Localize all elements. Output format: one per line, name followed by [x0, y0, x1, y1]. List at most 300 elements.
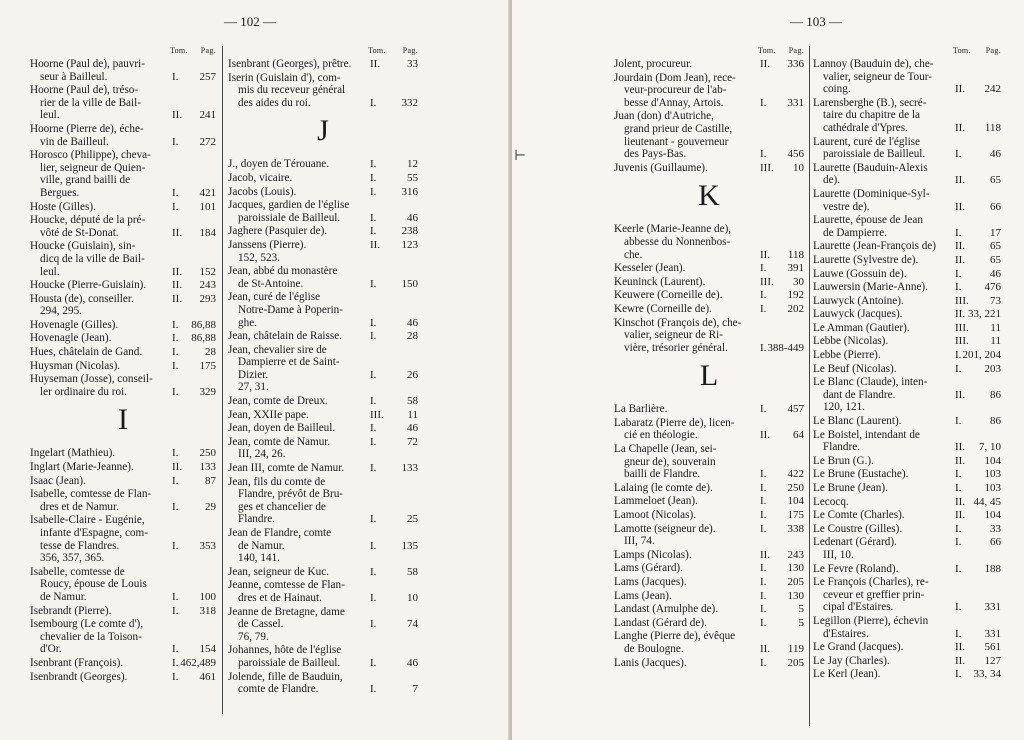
index-entry: [228, 476, 418, 526]
page-reference: 123: [401, 238, 418, 251]
entry-name: Laurent, curé de l'église: [813, 135, 921, 148]
entry-name: Jean III, comte de Namur.: [228, 462, 345, 475]
volume-number: I.: [370, 656, 377, 669]
volume-number: I.: [370, 395, 377, 408]
page-reference: 58: [407, 395, 418, 408]
page-reference: 203: [984, 362, 1001, 375]
page-reference: 130: [787, 562, 804, 575]
volume-number: I.: [370, 185, 377, 198]
volume-number: I.: [370, 158, 377, 171]
pag-header: Pag.: [788, 46, 804, 55]
page-reference: 184: [199, 226, 216, 239]
page-reference: 422: [787, 468, 804, 481]
page-reference: 133: [401, 462, 418, 475]
entry-name: Lams (Jacques).: [614, 576, 687, 588]
entry-line: ghe.: [238, 316, 257, 329]
volume-number: I.: [370, 171, 377, 184]
page-reference: 64: [793, 429, 804, 442]
entry-name: La Chapelle (Jean, sei-: [614, 443, 717, 456]
index-entry: [30, 475, 216, 488]
entry-name: Le Blanc (Claude), inten-: [813, 376, 928, 389]
index-entry: [228, 527, 418, 565]
volume-number: II.: [955, 240, 966, 253]
index-entry: [614, 590, 804, 603]
index-entry: [813, 97, 1001, 135]
index-entry: [30, 84, 216, 122]
index-entry: [813, 415, 1001, 428]
volume-number: II.: [760, 429, 771, 442]
entry-name: Le Brune (Eustache).: [813, 468, 909, 481]
entry-name: La Barlière.: [614, 403, 668, 416]
entry-name: Le Amman (Gautier).: [813, 321, 910, 334]
section-letter: L: [699, 359, 719, 393]
volume-number: I.: [760, 495, 767, 508]
entry-name: Juvenis (Guillaume).: [614, 161, 708, 174]
entry-line: ceveur et greffier prin-: [823, 588, 925, 601]
entry-name: Lamps (Nicolas).: [614, 548, 692, 561]
index-entry: [813, 295, 1001, 308]
entry-name: Inglart (Marie-Jeanne).: [30, 461, 134, 474]
entry-name: Laurette (Sylvestre de).: [813, 253, 919, 266]
margin-mark: ⊢: [514, 149, 527, 164]
volume-number: I.: [172, 318, 179, 331]
entry-name: Jaghere (Pasquier de).: [228, 225, 328, 238]
volume-number: II.: [955, 641, 966, 654]
entry-name: Hovenagle (Jean).: [30, 332, 112, 345]
entry-name: Isenbrant (Georges), prêtre.: [228, 58, 352, 70]
left-page: [0, 0, 510, 740]
entry-line: dicq de la ville de Bail-: [40, 252, 145, 265]
entry-line: abbesse du Nonnenbos-: [624, 235, 731, 248]
page-reference: 55: [407, 171, 418, 184]
volume-number: I.: [370, 513, 377, 526]
entry-line: paroissiale de Bailleul.: [238, 656, 341, 669]
entry-line: Bergues.: [40, 186, 80, 199]
page-reference: 7, 10: [979, 441, 1001, 454]
entry-name: Isaac (Jean).: [30, 474, 86, 487]
entry-name: Kinschot (François de), che-: [614, 316, 742, 329]
entry-name: Juan (don) d'Autriche,: [614, 110, 714, 123]
entry-line: III, 24, 26.: [238, 448, 286, 461]
index-entry: [614, 443, 804, 481]
entry-name: Lauwyck (Jacques).: [813, 308, 903, 321]
entry-line: chevalier de la Toison-: [40, 630, 142, 643]
volume-number: I.: [172, 670, 179, 683]
page-reference: 243: [787, 548, 804, 561]
volume-number: I.: [760, 509, 767, 522]
page-reference: 17: [990, 226, 1001, 239]
entry-name: Keuwere (Corneille de).: [614, 289, 723, 302]
entry-name: Jourdain (Dom Jean), rece-: [614, 71, 736, 84]
index-entry: [30, 461, 216, 474]
volume-number: II.: [955, 83, 966, 96]
entry-name: Hues, châtelain de Gand.: [30, 346, 143, 359]
page-reference: 58: [407, 565, 418, 578]
page-reference: 202: [787, 302, 804, 315]
page-reference: 46: [407, 316, 418, 329]
page-reference: 103: [984, 468, 1001, 481]
entry-name: Kesseler (Jean).: [614, 262, 686, 275]
section-letter: K: [698, 179, 720, 213]
index-entry: [30, 657, 216, 670]
page-reference: 26: [407, 368, 418, 381]
entry-name: Iserin (Guislain d'), com-: [228, 71, 341, 84]
page-reference: 86,88: [191, 318, 216, 331]
right-page: [512, 0, 1024, 740]
entry-line: 27, 31.: [238, 381, 269, 394]
volume-number: I.: [172, 604, 179, 617]
index-entry: [614, 223, 804, 261]
page-reference: 336: [787, 58, 804, 70]
entry-line: valier, seigneur de Ri-: [624, 329, 723, 342]
volume-number: I.: [955, 362, 962, 375]
page-reference: 11: [990, 335, 1001, 348]
page-reference: 175: [199, 359, 216, 372]
volume-number: II.: [955, 509, 966, 522]
entry-name: Landast (Arnulphe de).: [614, 603, 719, 616]
page-reference: 11: [407, 408, 418, 421]
page-reference: 5: [798, 616, 804, 629]
page-reference: 250: [199, 447, 216, 460]
index-entry: [813, 615, 1001, 640]
volume-number: I.: [760, 562, 767, 575]
entry-line: vière, trésorier général.: [624, 341, 728, 354]
entry-name: Lamoot (Nicolas).: [614, 509, 697, 522]
tom-header: Tom.: [368, 46, 386, 55]
page-reference: 44, 45: [973, 495, 1001, 508]
index-entry: [30, 201, 216, 214]
index-entry: [30, 360, 216, 373]
index-entry: [30, 566, 216, 604]
entry-name: Larensberghe (B.), secré-: [813, 96, 927, 109]
entry-name: Le Kerl (Jean).: [813, 668, 881, 681]
volume-number: III.: [760, 161, 774, 174]
volume-number: I.: [955, 281, 962, 294]
entry-name: Lauwe (Gossuin de).: [813, 267, 907, 280]
index-entry: [813, 482, 1001, 495]
entry-name: Isenbrant (François).: [30, 656, 124, 669]
entry-line: des Pays-Bas.: [624, 148, 687, 161]
index-column-2: [228, 44, 418, 697]
index-entry: [614, 657, 804, 670]
volume-number: II.: [760, 58, 771, 70]
volume-number: I.: [370, 683, 377, 696]
index-entry: [614, 72, 804, 110]
index-entry: [813, 509, 1001, 522]
page-reference: 316: [401, 185, 418, 198]
entry-name: Janssens (Pierre).: [228, 238, 307, 251]
volume-number: I.: [955, 349, 962, 362]
page-reference: 461: [199, 670, 216, 683]
volume-number: I.: [172, 500, 179, 513]
volume-number: I.: [760, 262, 767, 275]
index-entry: [30, 618, 216, 656]
entry-line: paroissiale de Bailleul.: [238, 211, 341, 224]
entry-name: Jacobs (Louis).: [228, 185, 297, 198]
page-reference: 33: [407, 58, 418, 70]
entry-name: Le Fevre (Roland).: [813, 562, 899, 575]
entry-name: Huyseman (Josse), conseil-: [30, 373, 153, 386]
page-reference: 104: [787, 495, 804, 508]
page-reference: 28: [407, 330, 418, 343]
page-reference: 130: [787, 589, 804, 602]
page-reference: 257: [199, 70, 216, 83]
volume-number: I.: [370, 462, 377, 475]
entry-name: Isenbrandt (Georges).: [30, 670, 128, 683]
entry-line: de Boulogne.: [624, 642, 684, 655]
entry-line: ges et chancelier de: [238, 500, 326, 513]
index-entry: [614, 562, 804, 575]
entry-name: Le Brune (Jean).: [813, 482, 888, 494]
index-entry: [228, 579, 418, 604]
entry-name: Laurette (Dominique-Syl-: [813, 187, 930, 200]
entry-name: Jean, fils du comte de: [228, 475, 326, 488]
volume-number: I.: [760, 468, 767, 481]
index-column-4: [813, 44, 1001, 682]
index-entry: [30, 605, 216, 618]
volume-number: II.: [955, 253, 966, 266]
entry-line: seur à Bailleul.: [40, 70, 108, 83]
page-reference: 457: [787, 403, 804, 416]
volume-number: I.: [370, 330, 377, 343]
entry-line: leul.: [40, 109, 60, 122]
volume-number: II.: [172, 279, 183, 292]
volume-number: I.: [370, 539, 377, 552]
entry-name: Lecocq.: [813, 495, 849, 508]
tom-header: Tom.: [170, 46, 188, 55]
page-reference: 65: [990, 240, 1001, 253]
page-reference: 28: [205, 346, 216, 359]
entry-name: Jeanne de Bretagne, dame: [228, 605, 345, 618]
page-reference: 175: [787, 509, 804, 522]
entry-name: Isembourg (Le comte d'),: [30, 618, 144, 631]
entry-name: Lams (Jean).: [614, 589, 672, 602]
volume-number: I.: [760, 302, 767, 315]
entry-name: Isabelle-Claire - Eugénie,: [30, 514, 145, 527]
volume-number: I.: [760, 656, 767, 669]
entry-name: Lebbe (Pierre).: [813, 349, 881, 362]
volume-number: II.: [172, 265, 183, 278]
entry-name: Hovenagle (Gilles).: [30, 318, 119, 331]
column-divider: [809, 46, 810, 726]
entry-line: valier, seigneur de Tour-: [823, 70, 932, 83]
index-entry: [30, 293, 216, 318]
volume-number: I.: [955, 536, 962, 549]
page-reference: 86: [990, 388, 1001, 401]
entry-name: Isabelle, comtesse de Flan-: [30, 488, 152, 501]
index-entry: [228, 265, 418, 290]
page-reference: 33, 34: [973, 668, 1001, 681]
entry-name: Le François (Charles), re-: [813, 576, 929, 589]
volume-number: I.: [370, 435, 377, 448]
page-reference: 11: [990, 321, 1001, 334]
entry-name: Le Coustre (Gilles).: [813, 522, 903, 535]
entry-name: Housta (de), conseiller.: [30, 292, 134, 305]
entry-name: Jean, abbé du monastère: [228, 265, 338, 278]
entry-line: Roucy, épouse de Louis: [40, 578, 147, 591]
page-reference: 104: [984, 454, 1001, 467]
page-reference: 101: [199, 200, 216, 213]
volume-number: II.: [955, 121, 966, 134]
entry-line: de St-Antoine.: [238, 277, 304, 290]
page-reference: 86,88: [191, 332, 216, 345]
entry-line: vin de Bailleul.: [40, 135, 109, 148]
entry-line: vestre de).: [823, 200, 870, 213]
entry-name: Lauwersin (Marie-Anne).: [813, 281, 928, 294]
page-reference: 10: [793, 161, 804, 174]
index-entry: [614, 495, 804, 508]
volume-number: I.: [955, 627, 962, 640]
page-reference: 127: [984, 654, 1001, 667]
index-entry: [228, 58, 418, 71]
entry-line: de Namur.: [40, 590, 87, 603]
page-reference: 242: [984, 83, 1001, 96]
entry-name: Isabelle, comtesse de: [30, 565, 125, 578]
volume-number: II.: [370, 238, 381, 251]
entry-name: Houcke, député de la pré-: [30, 214, 146, 227]
index-entry: [614, 630, 804, 655]
index-entry: [228, 199, 418, 224]
volume-number: II.: [172, 226, 183, 239]
entry-name: Horosco (Philippe), cheva-: [30, 149, 151, 162]
volume-number: I.: [955, 148, 962, 161]
entry-line: comte de Flandre.: [238, 683, 319, 696]
entry-line: bailli de Flandre.: [624, 468, 701, 481]
index-entry: [614, 523, 804, 548]
volume-number: II.: [955, 174, 966, 187]
index-entry: [813, 655, 1001, 668]
index-entry: [30, 671, 216, 684]
index-entry: [614, 303, 804, 316]
entry-name: Legillon (Pierre), échevin: [813, 614, 929, 627]
volume-number: I.: [760, 341, 767, 354]
entry-line: cié en théologie.: [624, 429, 698, 442]
index-entry: [813, 349, 1001, 362]
index-entry: [813, 136, 1001, 161]
index-entry: [228, 671, 418, 696]
volume-number: I.: [172, 539, 179, 552]
volume-number: I.: [760, 403, 767, 416]
index-entry: [228, 644, 418, 669]
entry-line: de Cassel.: [238, 618, 284, 631]
entry-name: Lams (Gérard).: [614, 562, 683, 575]
page-reference: 192: [787, 289, 804, 302]
volume-number: I.: [172, 474, 179, 487]
entry-line: paroissiale de Bailleul.: [823, 148, 926, 161]
volume-number: III.: [955, 294, 969, 307]
entry-name: Laurette, épouse de Jean: [813, 214, 923, 227]
index-entry: [228, 436, 418, 461]
tom-header: Tom.: [953, 46, 971, 55]
page-reference: 103: [984, 482, 1001, 494]
entry-name: Lammeloet (Jean).: [614, 495, 698, 508]
index-entry: [30, 123, 216, 148]
volume-number: I.: [370, 277, 377, 290]
entry-name: Landast (Gérard de).: [614, 616, 707, 629]
page-reference: 65: [990, 253, 1001, 266]
index-entry: [813, 641, 1001, 654]
entry-name: Jean, seigneur de Kuc.: [228, 565, 329, 578]
volume-number: I.: [760, 148, 767, 161]
entry-name: Jean, XXIIe pape.: [228, 408, 309, 421]
entry-line: vôté de St-Donat.: [40, 226, 119, 239]
index-entry: [30, 373, 216, 398]
entry-name: Huysman (Nicolas).: [30, 359, 121, 372]
volume-number: I.: [955, 562, 962, 575]
volume-number: I.: [172, 332, 179, 345]
entry-name: Lannoy (Bauduin de), che-: [813, 58, 934, 70]
volume-number: II.: [172, 461, 183, 474]
index-entry: [614, 509, 804, 522]
entry-line: de Namur.: [238, 539, 285, 552]
entry-line: besse d'Annay, Artois.: [624, 96, 724, 109]
volume-number: III.: [955, 321, 969, 334]
page-reference: 87: [205, 474, 216, 487]
entry-name: Jolende, fille de Bauduin,: [228, 670, 343, 683]
index-entry: [813, 188, 1001, 213]
page-reference: 46: [407, 656, 418, 669]
index-entry: [614, 617, 804, 630]
volume-number: I.: [172, 346, 179, 359]
entry-line: de).: [823, 174, 841, 187]
volume-number: I.: [172, 590, 179, 603]
index-entry: [614, 262, 804, 275]
volume-number: III.: [955, 335, 969, 348]
entry-name: Lalaing (le comte de).: [614, 481, 713, 494]
entry-line: lieutenant - gouverneur: [624, 135, 729, 148]
page-reference: 318: [199, 604, 216, 617]
entry-line: tesse de Flandres.: [40, 539, 120, 552]
page-reference: 241: [199, 109, 216, 122]
volume-number: I.: [955, 482, 962, 494]
entry-line: Flandre, prévôt de Bru-: [238, 488, 344, 501]
page-reference: 391: [787, 262, 804, 275]
index-entry: [30, 346, 216, 359]
index-entry: [813, 254, 1001, 267]
volume-number: I.: [172, 186, 179, 199]
volume-number: I.: [955, 267, 962, 280]
entry-line: Flandre.: [238, 513, 275, 526]
entry-name: Lebbe (Nicolas).: [813, 335, 889, 348]
index-entry: [228, 72, 418, 110]
entry-line: 140, 141.: [238, 552, 280, 565]
page-reference: 293: [199, 292, 216, 305]
index-entry: [614, 603, 804, 616]
entry-line: de Dampierre.: [823, 226, 887, 239]
index-entry: [813, 281, 1001, 294]
volume-number: I.: [172, 643, 179, 656]
index-entry: [30, 488, 216, 513]
page-reference: 33: [990, 522, 1001, 535]
index-entry: [614, 417, 804, 442]
index-entry: [813, 58, 1001, 96]
pag-header: Pag.: [985, 46, 1001, 55]
entry-line: rier de la ville de Bail-: [40, 96, 141, 109]
column-header: [228, 44, 418, 58]
volume-number: I.: [370, 211, 377, 224]
index-entry: [813, 322, 1001, 335]
entry-name: Ledenart (Gérard).: [813, 536, 897, 549]
entry-line: leul.: [40, 265, 60, 278]
page-reference: 65: [990, 174, 1001, 187]
index-entry: [30, 214, 216, 239]
index-entry: [813, 308, 1001, 321]
index-column-3: [614, 44, 804, 670]
page-reference: 119: [787, 642, 804, 655]
index-entry: [813, 563, 1001, 576]
entry-name: Laurette (Jean-François de): [813, 240, 937, 253]
entry-line: 76, 79.: [238, 630, 269, 643]
